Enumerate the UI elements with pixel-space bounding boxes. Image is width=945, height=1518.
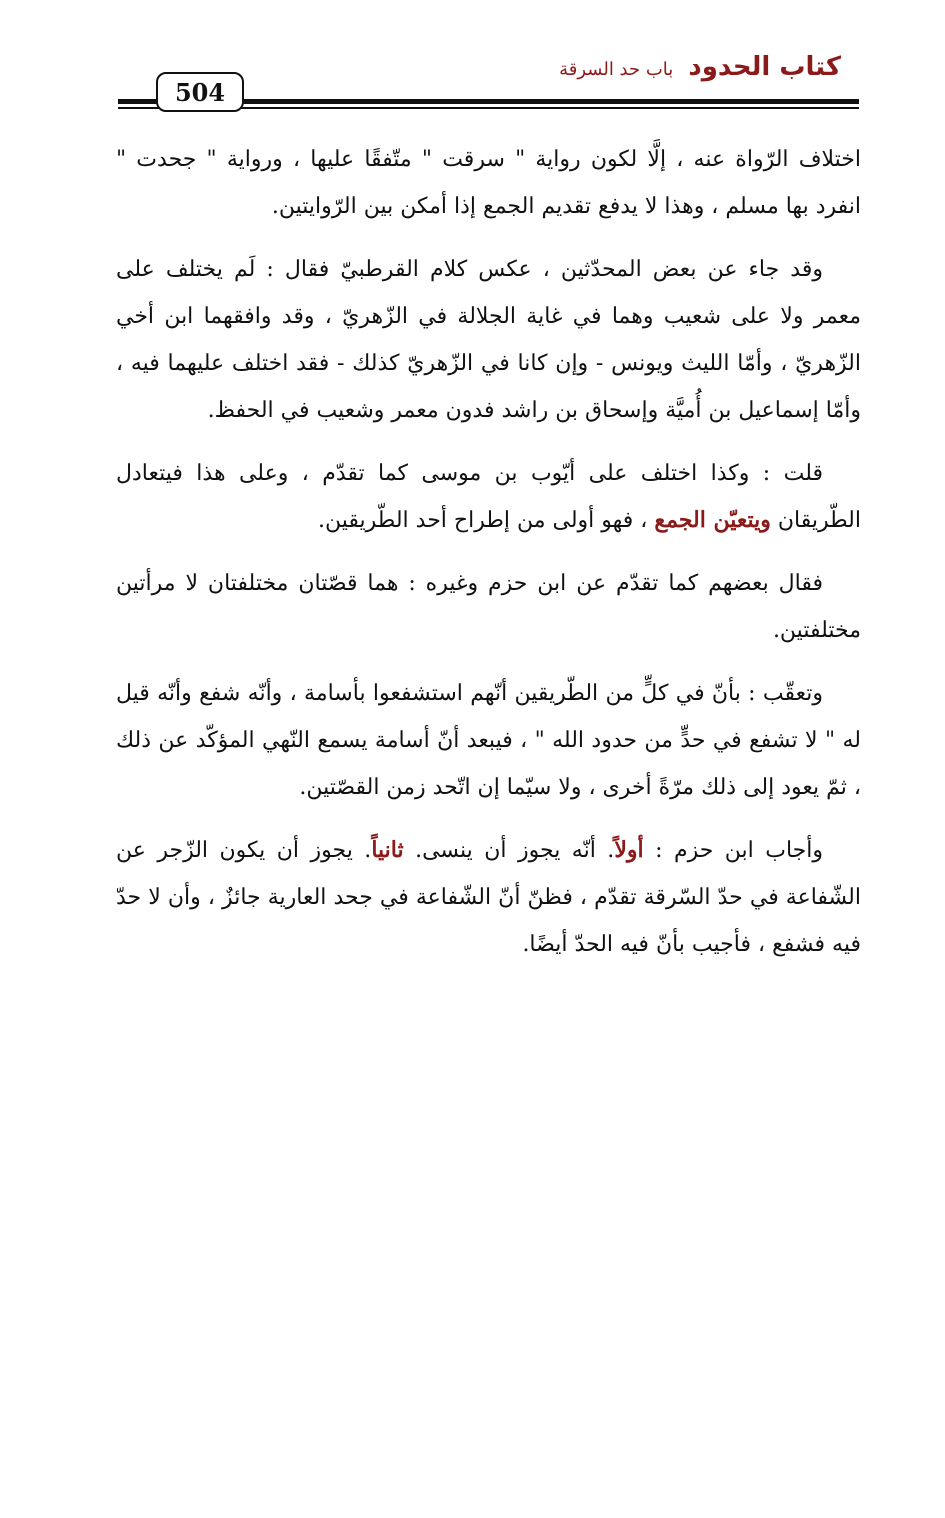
paragraph-6 xyxy=(116,827,861,968)
page-body xyxy=(116,136,861,984)
paragraph-2: وقد جاء عن بعض المحدّثين ، عكس كلام القرطبيّ فقال : لَم يختلف على معمر ولا على شعيب وهما في غاية الجلالة في الزّهريّ ، وقد وافقهما ابن أخي الزّهريّ ، وأمّا الليث ويونس - وإن كانا في الزّهريّ كذلك - فقد اختلف عليهما فيه ، وأمّا إسماعيل بن أُميَّة وإسحاق بن راشد فدون معمر وشعيب في الحفظ. xyxy=(116,257,861,423)
paragraph-5: وتعقّب : بأنّ في كلٍّ من الطّريقين أنّهم استشفعوا بأسامة ، وأنّه شفع وأنّه قيل له " لا تشفع في حدٍّ من حدود الله " ، فيبعد أنّ أسامة يسمع النّهي المؤكّد عن ذلك ، ثمّ يعود إلى ذلك مرّةً أخرى ، ولا سيّما إن اتّحد زمن القصّتين. xyxy=(116,681,861,800)
page-number: 504 xyxy=(156,72,244,112)
highlighted-first: أولاً xyxy=(614,837,644,863)
paragraph-4: فقال بعضهم كما تقدّم عن ابن حزم وغيره : هما قصّتان مختلفتان لا مرأتين مختلفتين. xyxy=(116,571,861,643)
page-header xyxy=(0,0,945,125)
paragraph-6-text-3: . يجوز أن يكون الزّجر عن الشّفاعة في حدّ السّرقة تقدّم ، فظنّ أنّ الشّفاعة في جحد العارية جائزٌ ، وأن لا حدّ فيه فشفع ، فأجيب بأنّ فيه الحدّ أيضًا. xyxy=(116,838,861,957)
paragraph-3-text-before: قلت : وكذا اختلف على أيّوب بن موسى كما تقدّم ، وعلى هذا فيتعادل الطّريقان xyxy=(116,461,861,533)
chapter-title: باب حد السرقة xyxy=(559,59,674,80)
highlighted-phrase: ويتعيّن الجمع xyxy=(654,507,771,533)
paragraph-1: اختلاف الرّواة عنه ، إلَّا لكون رواية " سرقت " متّفقًا عليها ، ورواية " جحدت " انفرد بها مسلم ، وهذا لا يدفع تقديم الجمع إذا أمكن بين الرّوايتين. xyxy=(116,147,861,219)
paragraph-3 xyxy=(116,450,861,544)
book-title: كتاب الحدود xyxy=(688,52,841,82)
highlighted-second: ثانياً xyxy=(371,837,404,863)
paragraph-6-text-2: . أنّه يجوز أن ينسى. xyxy=(403,838,615,863)
paragraph-3-text-after: ، فهو أولى من إطراح أحد الطّريقين. xyxy=(318,508,655,533)
running-head xyxy=(559,52,841,82)
paragraph-6-text-1: وأجاب ابن حزم : xyxy=(643,838,824,863)
